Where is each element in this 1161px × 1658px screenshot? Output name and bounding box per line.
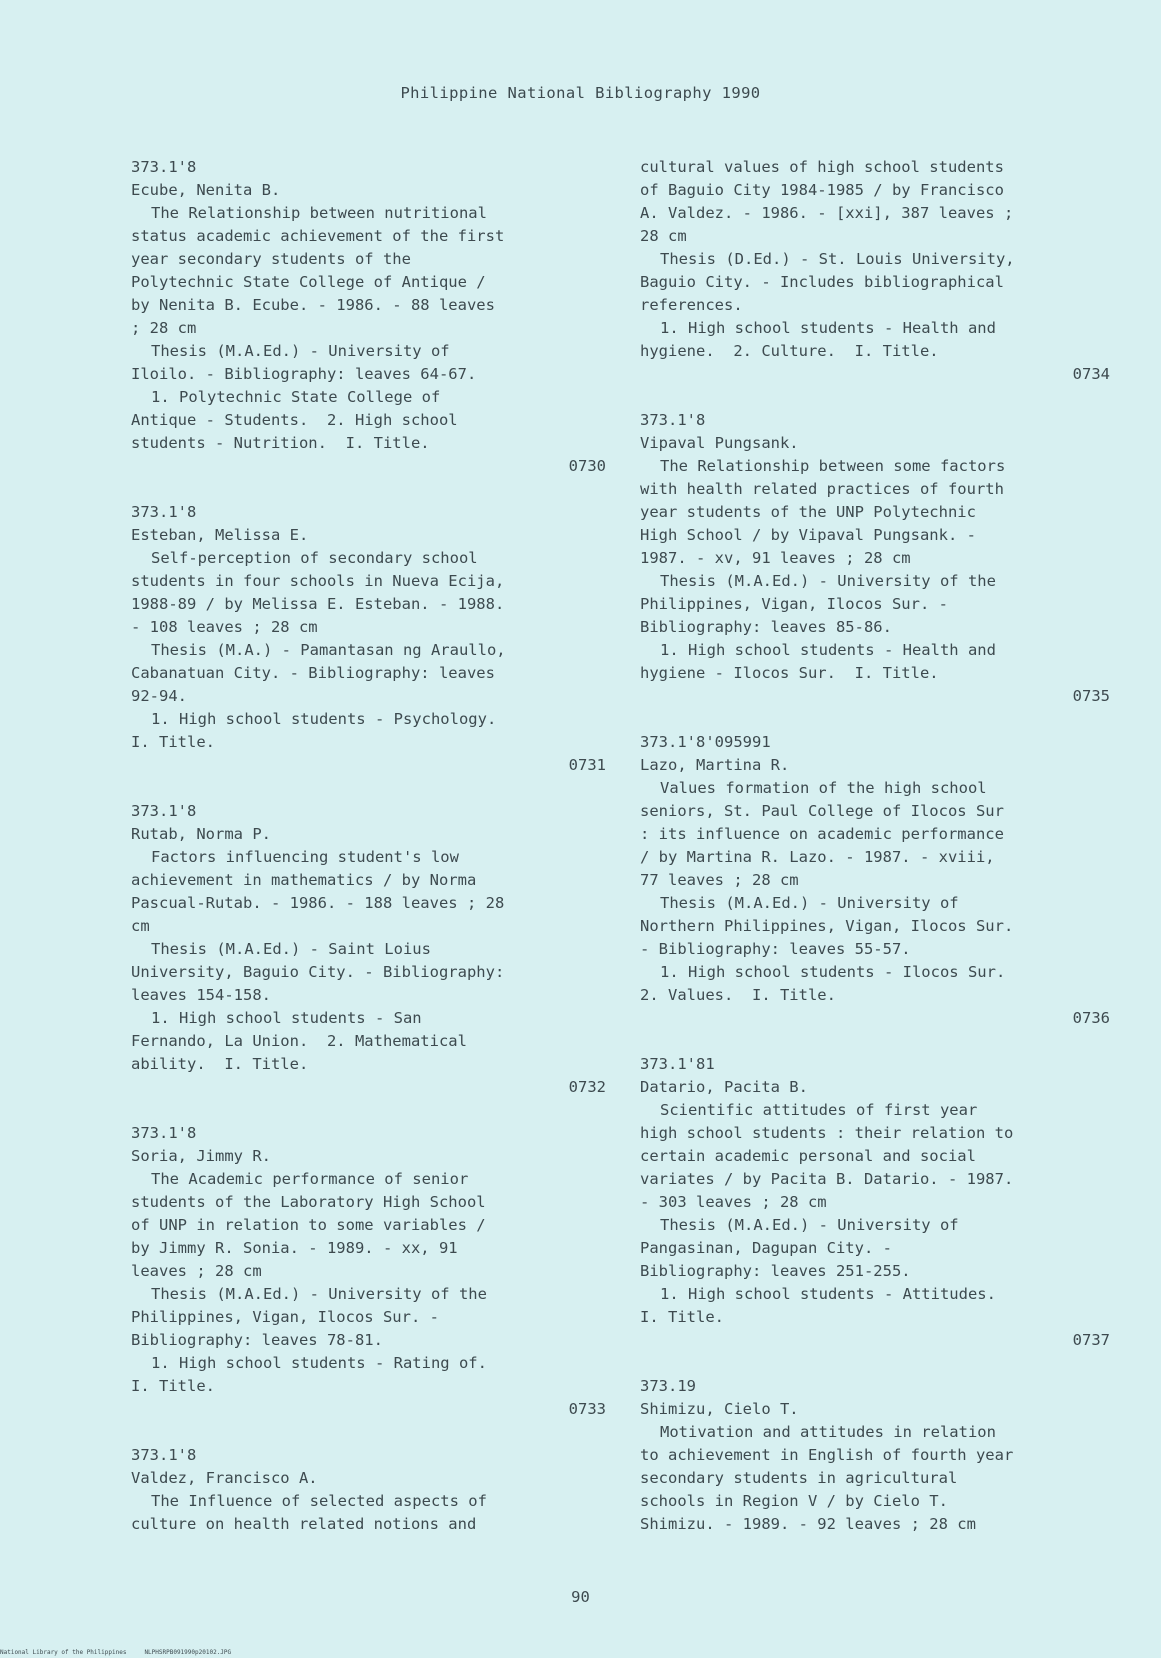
entry-title-line: / by Martina R. Lazo. - 1987. - xviii, — [640, 848, 995, 866]
class-number: 373.19 — [640, 1377, 696, 1395]
entry-title-line: ; 28 cm — [131, 319, 197, 337]
entry-title-line: variates / by Pacita B. Datario. - 1987. — [640, 1170, 1014, 1188]
bibliography-entry — [640, 1053, 1110, 1375]
entry-note-line: Bibliography: leaves 251-255. — [640, 1262, 911, 1280]
footer-file-id: NLPHSRPB091990p20102.JPG — [144, 1649, 232, 1656]
entry-note-line: - Bibliography: leaves 55-57. — [640, 940, 911, 958]
entry-number: 0735 — [1072, 687, 1110, 705]
entry-note-line: Baguio City. - Includes bibliographical — [640, 273, 1004, 291]
bibliography-entry — [131, 501, 606, 800]
entry-title-line: with health related practices of fourth — [640, 480, 1004, 498]
entry-subject-line: 1. High school students - Health and — [660, 319, 996, 337]
entry-spacer — [640, 708, 1110, 731]
entry-title-line: Motivation and attitudes in relation — [660, 1423, 996, 1441]
entry-note-line: University, Baguio City. - Bibliography: — [131, 963, 505, 981]
entry-subject-line: 1. High school students - Health and — [660, 641, 996, 659]
left-column — [131, 156, 606, 1536]
entry-author: Lazo, Martina R. — [640, 756, 790, 774]
entry-title-line: Factors influencing student's low — [151, 848, 459, 866]
entry-subject-line: Antique - Students. 2. High school — [131, 411, 458, 429]
entry-author: Valdez, Francisco A. — [131, 1469, 318, 1487]
entry-note-line: Iloilo. - Bibliography: leaves 64-67. — [131, 365, 477, 383]
class-number: 373.1'8 — [131, 158, 197, 176]
entry-note-line: Thesis (M.A.Ed.) - University of — [660, 894, 959, 912]
entry-note-line: Philippines, Vigan, Ilocos Sur. - — [640, 595, 948, 613]
entry-number: 0730 — [568, 457, 606, 475]
entry-title-line: The Relationship between some factors — [660, 457, 1006, 475]
entry-title-line: cm — [131, 917, 150, 935]
entry-title-line: to achievement in English of fourth year — [640, 1446, 1014, 1464]
entry-spacer — [131, 1421, 606, 1444]
entry-subject-line: I. Title. — [131, 1377, 215, 1395]
entry-title-line: achievement in mathematics / by Norma — [131, 871, 477, 889]
entry-author: Ecube, Nenita B. — [131, 181, 281, 199]
running-header: Philippine National Bibliography 1990 — [400, 84, 761, 102]
entry-spacer — [131, 777, 606, 800]
entry-title-line: High School / by Vipaval Pungsank. - — [640, 526, 976, 544]
entry-subject-line: 1. High school students - Rating of. — [151, 1354, 487, 1372]
entry-title-line: Values formation of the high school — [660, 779, 987, 797]
bibliography-entry — [640, 156, 1110, 409]
entry-note-line: leaves 154-158. — [131, 986, 271, 1004]
entry-title-line: culture on health related notions and — [131, 1515, 477, 1533]
entry-subject-line: 1. High school students - Ilocos Sur. — [660, 963, 1006, 981]
bibliography-entry — [131, 1122, 606, 1444]
right-column — [640, 156, 1110, 1536]
entry-title-line: by Jimmy R. Sonia. - 1989. - xx, 91 — [131, 1239, 458, 1257]
footer-library: National Library of the Philippines — [0, 1649, 127, 1656]
entry-title-line: The Influence of selected aspects of — [151, 1492, 487, 1510]
entry-note-line: Thesis (M.A.) - Pamantasan ng Araullo, — [151, 641, 506, 659]
entry-note-line: Thesis (D.Ed.) - St. Louis University, — [660, 250, 1015, 268]
entry-subject-line: hygiene - Ilocos Sur. I. Title. — [640, 664, 939, 682]
entry-title-line: of UNP in relation to some variables / — [131, 1216, 486, 1234]
class-number: 373.1'8 — [131, 1124, 197, 1142]
entry-note-line: Northern Philippines, Vigan, Ilocos Sur. — [640, 917, 1014, 935]
entry-note-line: Bibliography: leaves 78-81. — [131, 1331, 383, 1349]
entry-title-line: 1987. - xv, 91 leaves ; 28 cm — [640, 549, 911, 567]
entry-subject-line: Fernando, La Union. 2. Mathematical — [131, 1032, 467, 1050]
entry-title-line: 77 leaves ; 28 cm — [640, 871, 799, 889]
entry-note-line: 92-94. — [131, 687, 187, 705]
entry-number: 0736 — [1072, 1009, 1110, 1027]
entry-title-line: - 108 leaves ; 28 cm — [131, 618, 318, 636]
entry-title-line: Scientific attitudes of first year — [660, 1101, 978, 1119]
bibliography-entry — [640, 731, 1110, 1053]
entry-title-line: schools in Region V / by Cielo T. — [640, 1492, 948, 1510]
entry-title-line: secondary students in agricultural — [640, 1469, 958, 1487]
class-number: 373.1'8 — [131, 503, 197, 521]
entry-subject-line: 1. High school students - Attitudes. — [660, 1285, 996, 1303]
entry-title-line: students of the Laboratory High School — [131, 1193, 486, 1211]
entry-title-line: 28 cm — [640, 227, 687, 245]
entry-title-line: A. Valdez. - 1986. - [xxi], 387 leaves ; — [640, 204, 1014, 222]
scan-footer — [0, 1649, 249, 1656]
entry-subject-line: I. Title. — [640, 1308, 724, 1326]
bibliography-entry — [131, 800, 606, 1122]
entry-title-line: students in four schools in Nueva Ecija, — [131, 572, 505, 590]
entry-subject-line: 1. High school students - Psychology. — [151, 710, 497, 728]
entry-title-line: leaves ; 28 cm — [131, 1262, 262, 1280]
bibliography-entry — [640, 1375, 1110, 1536]
entry-spacer — [640, 386, 1110, 409]
class-number: 373.1'8'095991 — [640, 733, 771, 751]
bibliography-entry — [131, 156, 606, 501]
entry-title-line: year students of the UNP Polytechnic — [640, 503, 976, 521]
entry-title-line: certain academic personal and social — [640, 1147, 976, 1165]
entry-author: Datario, Pacita B. — [640, 1078, 808, 1096]
entry-title-line: - 303 leaves ; 28 cm — [640, 1193, 827, 1211]
entry-note-line: Bibliography: leaves 85-86. — [640, 618, 892, 636]
entry-title-line: year secondary students of the — [131, 250, 411, 268]
entry-note-line: Pangasinan, Dagupan City. - — [640, 1239, 892, 1257]
entry-note-line: Thesis (M.A.Ed.) - University of — [151, 342, 450, 360]
entry-subject-line: I. Title. — [131, 733, 215, 751]
entry-number: 0737 — [1072, 1331, 1110, 1349]
entry-title-line: The Academic performance of senior — [151, 1170, 469, 1188]
bibliography-entry — [640, 409, 1110, 731]
entry-number: 0732 — [568, 1078, 606, 1096]
entry-note-line: Philippines, Vigan, Ilocos Sur. - — [131, 1308, 439, 1326]
entry-title-line: The Relationship between nutritional — [151, 204, 487, 222]
entry-subject-line: 1. High school students - San — [151, 1009, 422, 1027]
class-number: 373.1'8 — [131, 1446, 197, 1464]
entry-title-line: Polytechnic State College of Antique / — [131, 273, 486, 291]
entry-title-line: seniors, St. Paul College of Ilocos Sur — [640, 802, 1004, 820]
entry-note-line: Thesis (M.A.Ed.) - University of — [660, 1216, 959, 1234]
page-number: 90 — [571, 1588, 590, 1606]
class-number: 373.1'8 — [640, 411, 706, 429]
entry-spacer — [131, 478, 606, 501]
entry-note-line: Thesis (M.A.Ed.) - Saint Loius — [151, 940, 431, 958]
entry-spacer — [640, 1352, 1110, 1375]
entry-spacer — [640, 1030, 1110, 1053]
entry-note-line: Thesis (M.A.Ed.) - University of the — [151, 1285, 487, 1303]
bibliography-entry — [131, 1444, 606, 1536]
entry-number: 0734 — [1072, 365, 1110, 383]
entry-note-line: Thesis (M.A.Ed.) - University of the — [660, 572, 996, 590]
entry-subject-line: students - Nutrition. I. Title. — [131, 434, 430, 452]
entry-author: Vipaval Pungsank. — [640, 434, 799, 452]
entry-spacer — [131, 1099, 606, 1122]
entry-subject-line: 2. Values. I. Title. — [640, 986, 836, 1004]
entry-subject-line: hygiene. 2. Culture. I. Title. — [640, 342, 939, 360]
entry-author: Rutab, Norma P. — [131, 825, 271, 843]
entry-title-line: status academic achievement of the first — [131, 227, 505, 245]
entry-title-line: Shimizu. - 1989. - 92 leaves ; 28 cm — [640, 1515, 976, 1533]
entry-subject-line: 1. Polytechnic State College of — [151, 388, 441, 406]
entry-title-line: cultural values of high school students — [640, 158, 1004, 176]
entry-title-line: : its influence on academic performance — [640, 825, 1004, 843]
entry-subject-line: ability. I. Title. — [131, 1055, 309, 1073]
entry-note-line: references. — [640, 296, 743, 314]
class-number: 373.1'81 — [640, 1055, 715, 1073]
class-number: 373.1'8 — [131, 802, 197, 820]
entry-title-line: Pascual-Rutab. - 1986. - 188 leaves ; 28 — [131, 894, 505, 912]
entry-author: Esteban, Melissa E. — [131, 526, 309, 544]
entry-number: 0733 — [568, 1400, 606, 1418]
entry-author: Shimizu, Cielo T. — [640, 1400, 799, 1418]
entry-note-line: Cabanatuan City. - Bibliography: leaves — [131, 664, 495, 682]
entry-title-line: of Baguio City 1984-1985 / by Francisco — [640, 181, 1004, 199]
entry-title-line: 1988-89 / by Melissa E. Esteban. - 1988. — [131, 595, 505, 613]
entry-title-line: by Nenita B. Ecube. - 1986. - 88 leaves — [131, 296, 495, 314]
entry-title-line: high school students : their relation to — [640, 1124, 1014, 1142]
entry-title-line: Self-perception of secondary school — [151, 549, 478, 567]
entry-number: 0731 — [568, 756, 606, 774]
entry-author: Soria, Jimmy R. — [131, 1147, 271, 1165]
